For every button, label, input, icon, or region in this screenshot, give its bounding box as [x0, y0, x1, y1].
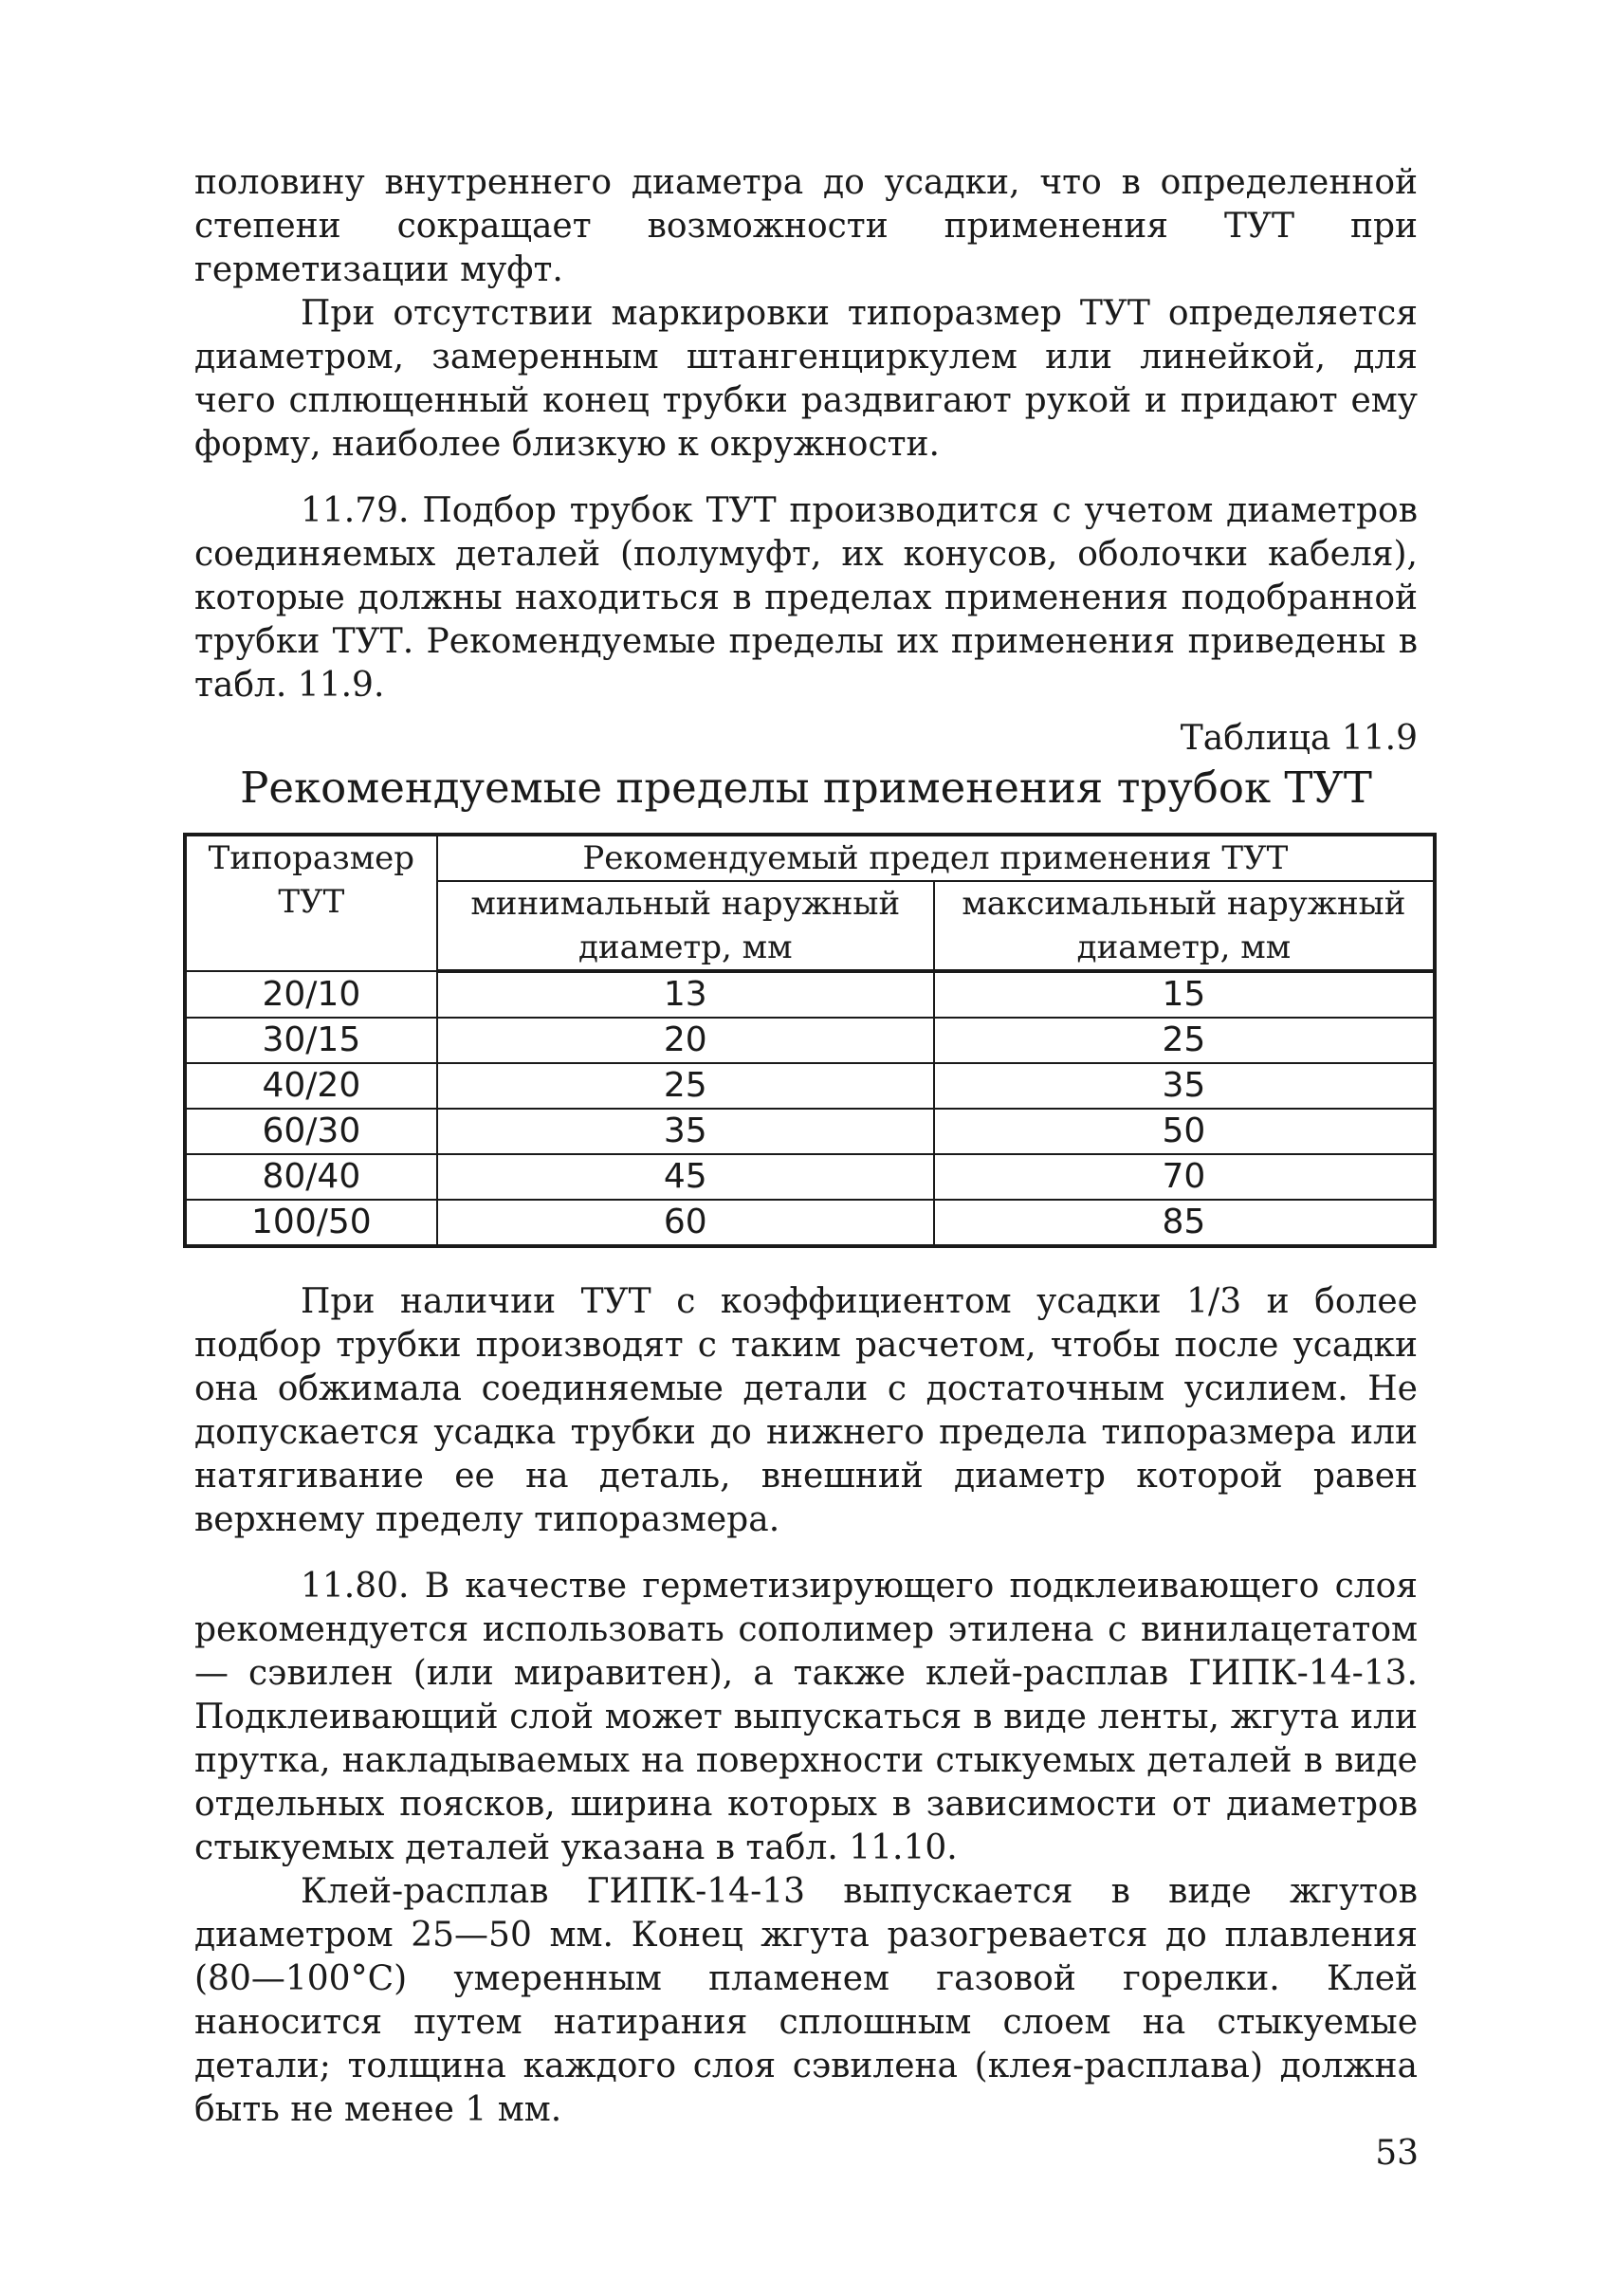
- page-number: 53: [1375, 2134, 1419, 2173]
- table-row: [185, 971, 1435, 1018]
- cell-size: 100/50: [185, 1200, 437, 1246]
- cell-size: 40/20: [185, 1063, 437, 1109]
- table-caption: Таблица 11.9: [1180, 719, 1418, 758]
- table-row: [185, 1018, 1435, 1063]
- paragraph-11-79: 11.79. Подбор трубок ТУТ производится с учетом диаметров соединяемых деталей (полумуфт, их конусов, оболочки кабеля), которые должны находиться в пределах применения подобранной трубки ТУТ. Рекомендуемые пределы их применения приведены в табл. 11.9.: [194, 491, 1418, 705]
- cell-min: 45: [437, 1154, 934, 1200]
- table-row: [185, 1063, 1435, 1109]
- cell-min: 20: [437, 1018, 934, 1063]
- paragraph-shrink-ratio: При наличии ТУТ с коэффициентом усадки 1/3 и более подбор трубки производят с таким расчетом, чтобы после усадки она обжимала соединяемые детали с достаточным усилием. Не допускается усадка трубки до нижнего предела типоразмера или натягивание ее на деталь, внешний диаметр которой равен верхнему пределу типоразмера.: [194, 1282, 1418, 1539]
- paragraph-continuation: половину внутреннего диаметра до усадки, что в определенной степени сокращает возможности применения ТУТ при герметизации муфт.: [194, 163, 1418, 289]
- table-title: Рекомендуемые пределы применения трубок ТУТ: [240, 762, 1372, 813]
- cell-min: 13: [437, 971, 934, 1018]
- paragraph-hot-melt: Клей-расплав ГИПК-14-13 выпускается в виде жгутов диаметром 25—50 мм. Конец жгута разогревается до плавления (80—100°С) умеренным пламенем газовой горелки. Клей наносится путем натирания сплошным слоем на стыкуемые детали; толщина каждого слоя сэвилена (клея-расплава) должна быть не менее 1 мм.: [194, 1872, 1418, 2129]
- table-row: [185, 1200, 1435, 1246]
- page-content: [194, 161, 1418, 2132]
- cell-max: 15: [934, 971, 1435, 1018]
- cell-min: 60: [437, 1200, 934, 1246]
- header-size: Типоразмер ТУТ: [185, 835, 437, 971]
- header-min-diameter: минимальный наружный диаметр, мм: [437, 881, 934, 971]
- table-row: [185, 1154, 1435, 1200]
- header-max-diameter: максимальный наружный диаметр, мм: [934, 881, 1435, 971]
- cell-size: 60/30: [185, 1109, 437, 1154]
- cell-min: 35: [437, 1109, 934, 1154]
- header-group: Рекомендуемый предел применения ТУТ: [437, 835, 1435, 881]
- paragraph-marking: При отсутствии маркировки типоразмер ТУТ определяется диаметром, замеренным штангенциркулем или линейкой, для чего сплющенный конец трубки раздвигают рукой и придают ему форму, наиболее близкую к окружности.: [194, 294, 1418, 464]
- cell-size: 80/40: [185, 1154, 437, 1200]
- cell-max: 85: [934, 1200, 1435, 1246]
- table-11-9: [183, 833, 1437, 1248]
- cell-min: 25: [437, 1063, 934, 1109]
- paragraph-11-80: 11.80. В качестве герметизирующего подклеивающего слоя рекомендуется использовать сополимер этилена с винилацетатом — сэвилен (или миравитен), а также клей-расплав ГИПК-14-13. Подклеивающий слой может выпускаться в виде ленты, жгута или прутка, накладываемых на поверхности стыкуемых деталей в виде отдельных поясков, ширина которых в зависимости от диаметров стыкуемых деталей указана в табл. 11.10.: [194, 1567, 1418, 1867]
- cell-max: 25: [934, 1018, 1435, 1063]
- cell-max: 35: [934, 1063, 1435, 1109]
- table-row: [185, 1109, 1435, 1154]
- cell-max: 70: [934, 1154, 1435, 1200]
- cell-size: 20/10: [185, 971, 437, 1018]
- cell-max: 50: [934, 1109, 1435, 1154]
- cell-size: 30/15: [185, 1018, 437, 1063]
